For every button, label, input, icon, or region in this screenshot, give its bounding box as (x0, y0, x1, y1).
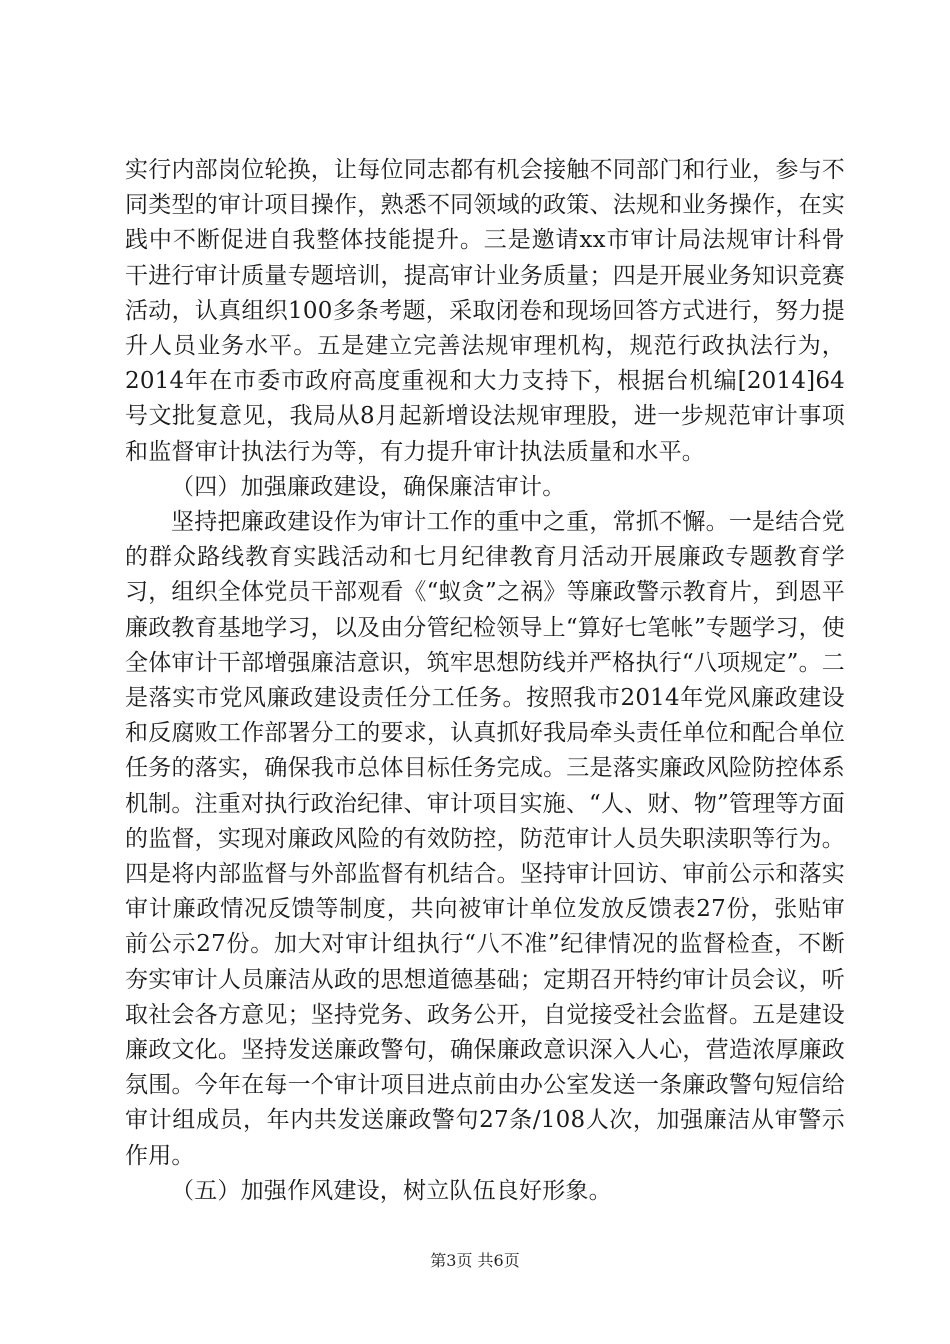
section-heading-4: （四）加强廉政建设，确保廉洁审计。 (171, 473, 566, 500)
section-heading-5: （五）加强作风建设，树立队伍良好形象。 (171, 1177, 612, 1204)
page-footer (0, 1248, 950, 1271)
page-number: 第3页 共6页 (430, 1251, 520, 1270)
paragraph-training: 实行内部岗位轮换，让每位同志都有机会接触不同部门和行业，参与不同类型的审计项目操作，熟悉不同领域的政策、法规和业务操作，在实践中不断促进自我整体技能提升。三是邀请xx市审计局法规审计科骨干进行审计质量专题培训，提高审计业务质量；四是开展业务知识竞赛活动，认真组织100多条考题，采取闭卷和现场回答方式进行，努力提升人员业务水平。五是建立完善法规审理机构，规范行政执法行为，2014年在市委市政府高度重视和大力支持下，根据台机编[2014]64号文批复意见，我局从8月起新增设法规审理股，进一步规范审计事项和监督审计执法行为等，有力提升审计执法质量和水平。 (125, 157, 845, 465)
paragraph-integrity: 坚持把廉政建设作为审计工作的重中之重，常抓不懈。一是结合党的群众路线教育实践活动和七月纪律教育月活动开展廉政专题教育学习，组织全体党员干部观看《“蚁贪”之祸》等廉政警示教育片，到恩平廉政教育基地学习，以及由分管纪检领导上“算好七笔帐”专题学习，使全体审计干部增强廉洁意识，筑牢思想防线并严格执行“八项规定”。二是落实市党风廉政建设责任分工任务。按照我市2014年党风廉政建设和反腐败工作部署分工的要求，认真抓好我局牵头责任单位和配合单位任务的落实，确保我市总体目标任务完成。三是落实廉政风险防控体系机制。注重对执行政治纪律、审计项目实施、“人、财、物”管理等方面的监督，实现对廉政风险的有效防控，防范审计人员失职渎职等行为。四是将内部监督与外部监督有机结合。坚持审计回访、审前公示和落实审计廉政情况反馈等制度，共向被审计单位发放反馈表27份，张贴审前公示27份。加大对审计组执行“八不准”纪律情况的监督检查，不断夯实审计人员廉洁从政的思想道德基础；定期召开特约审计员会议，听取社会各方意见；坚持党务、政务公开，自觉接受社会监督。五是建设廉政文化。坚持发送廉政警句，确保廉政意识深入人心，营造浓厚廉政氛围。今年在每一个审计项目进点前由办公室发送一条廉政警句短信给审计组成员，年内共发送廉政警句27条/108人次，加强廉洁从审警示作用。 (125, 509, 845, 1169)
document-body (125, 153, 845, 1209)
